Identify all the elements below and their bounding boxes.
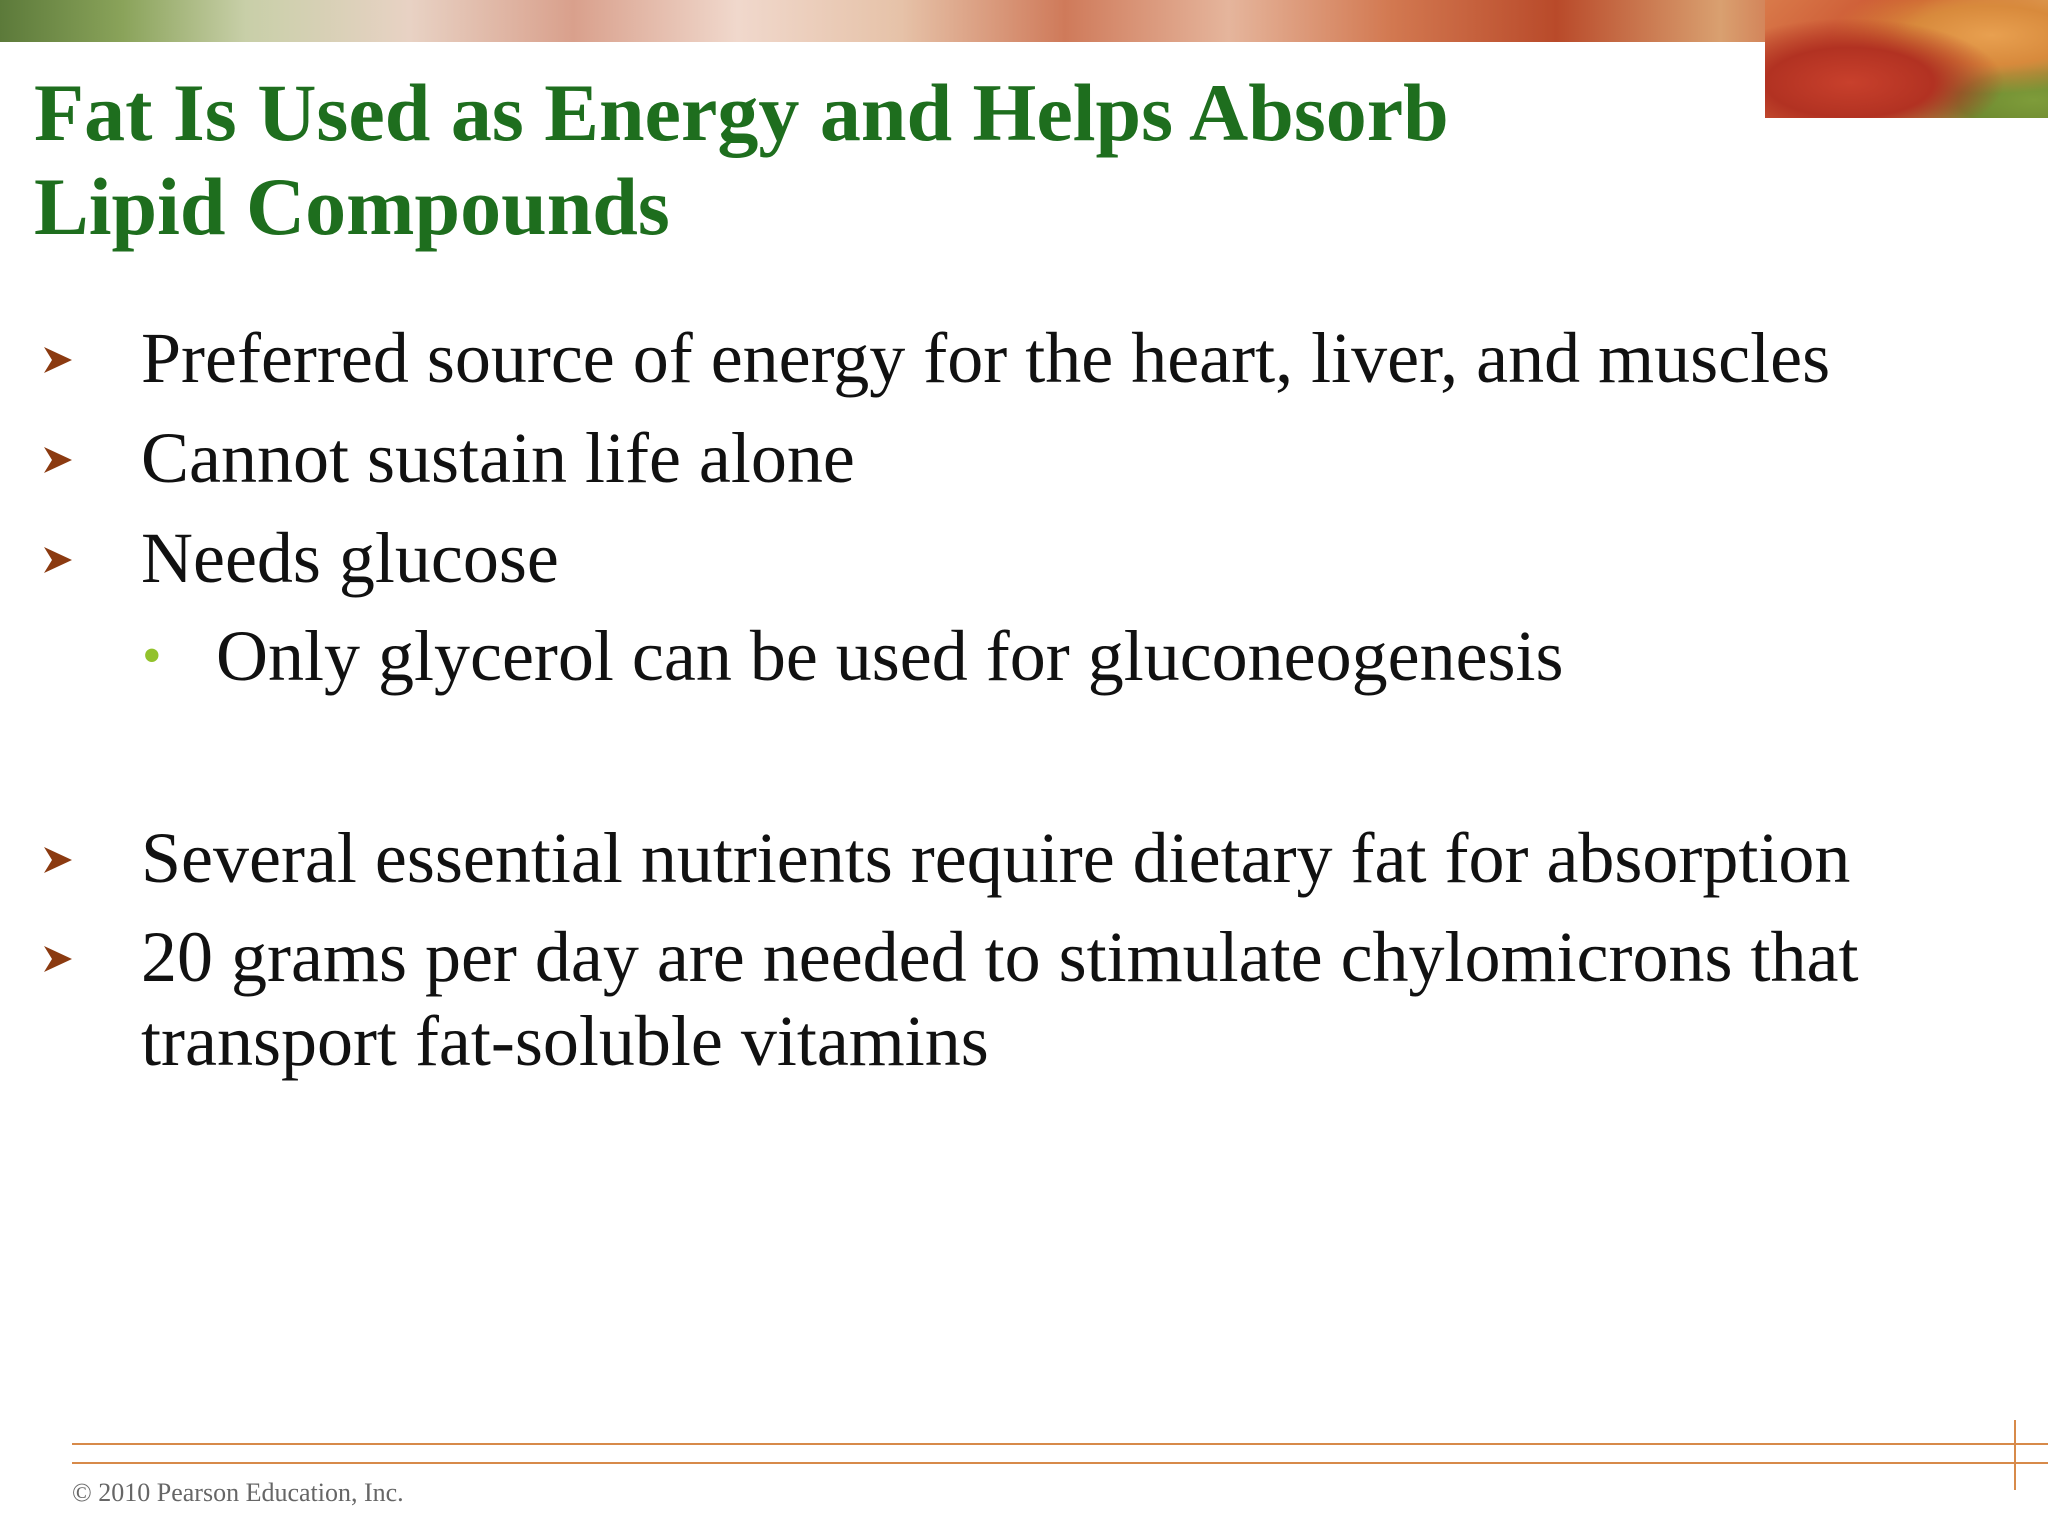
footer-rule-bottom	[72, 1462, 2048, 1464]
slide-title	[34, 66, 1734, 254]
arrowhead-bullet-icon	[42, 444, 74, 476]
slide-title-line-2: Lipid Compounds	[34, 161, 670, 252]
footer-rule-vertical	[2014, 1420, 2016, 1490]
arrowhead-bullet-icon	[42, 544, 74, 576]
arrowhead-bullet-icon	[42, 943, 74, 975]
bullet-text: Cannot sustain life alone	[141, 418, 855, 498]
sub-bullet-text: Only glycerol can be used for gluconeogenesis	[216, 616, 1564, 696]
arrowhead-bullet-icon	[42, 344, 74, 376]
dot-bullet-icon: •	[142, 625, 162, 687]
corner-food-photo	[1765, 0, 2048, 118]
bullet-text: Preferred source of energy for the heart, liver, and muscles	[141, 318, 1831, 398]
copyright-notice: © 2010 Pearson Education, Inc.	[72, 1478, 404, 1507]
arrowhead-bullet-icon	[42, 844, 74, 876]
slide-title-line-1: Fat Is Used as Energy and Helps Absorb	[34, 67, 1449, 158]
bullet-text: Several essential nutrients require dietary fat for absorption	[141, 818, 1851, 898]
bullet-text-line-2: transport fat-soluble vitamins	[141, 1001, 989, 1081]
bullet-text: Needs glucose	[141, 518, 559, 598]
footer-rule-top	[72, 1443, 2048, 1445]
bullet-text-line-1: 20 grams per day are needed to stimulate chylomicrons that	[141, 917, 1859, 997]
header-food-banner	[0, 0, 2048, 42]
